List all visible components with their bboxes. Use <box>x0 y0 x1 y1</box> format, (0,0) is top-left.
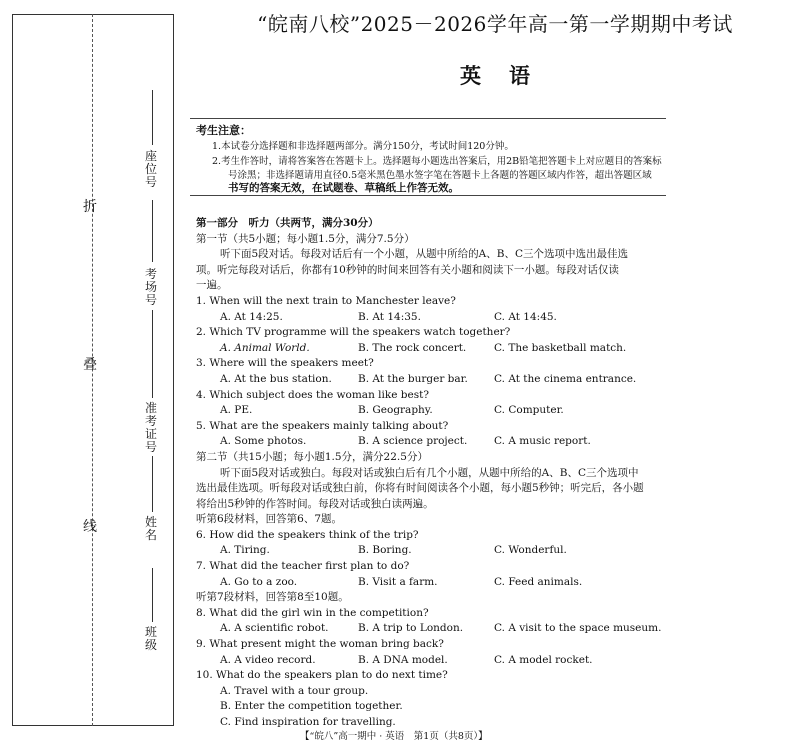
question-7: 7. What did the teacher first plan to do? <box>196 560 410 573</box>
option-c[interactable]: C. At the cinema entrance. <box>494 372 637 385</box>
option-b[interactable]: B. Enter the competition together. <box>220 700 403 713</box>
notice-item-2: 2.考生作答时，请将答案答在答题卡上。选择题每小题选出答案后，用2B铅笔把答题卡上对应题目的答案标 <box>212 156 662 167</box>
listening-part <box>196 216 666 731</box>
field-class: 班级 <box>144 625 157 652</box>
option-c[interactable]: C. Wonderful. <box>494 544 567 557</box>
section2-heading: 第二节（共15小题；每小题1.5分，满分22.5分） <box>196 450 428 463</box>
fold-char-3: 线 <box>83 519 97 535</box>
option-c[interactable]: C. A visit to the space museum. <box>494 622 662 635</box>
section1-instruction-3: 一遍。 <box>196 279 228 292</box>
option-b[interactable]: B. A DNA model. <box>358 653 448 666</box>
question-1-options <box>196 310 666 326</box>
question-10: 10. What do the speakers plan to do next time? <box>196 669 448 682</box>
name-line[interactable] <box>152 456 153 512</box>
section1-instruction-1: 听下面5段对话。每段对话后有一个小题，从题中所给的A、B、C三个选项中选出最佳选 <box>220 248 629 261</box>
question-2-options <box>196 341 666 357</box>
section1-heading: 第一节（共5小题；每小题1.5分，满分7.5分） <box>196 232 415 245</box>
option-c[interactable]: C. The basketball match. <box>494 341 627 354</box>
option-a[interactable]: A. Travel with a tour group. <box>220 684 369 697</box>
exam-id-line[interactable] <box>152 310 153 398</box>
question-5-options <box>196 434 666 450</box>
page-footer: 【“皖八”高一期中 · 英语 第1页（共8页）】 <box>300 731 488 742</box>
option-b[interactable]: B. A trip to London. <box>358 622 464 635</box>
question-3-options <box>196 372 666 388</box>
exam-room-line[interactable] <box>152 200 153 262</box>
question-4-options <box>196 403 666 419</box>
question-5: 5. What are the speakers mainly talking about? <box>196 419 449 432</box>
question-2: 2. Which TV programme will the speakers watch together? <box>196 326 511 339</box>
section2-instruction-1: 听下面5段对话或独白。每段对话或独白后有几个小题，从题中所给的A、B、C三个选项中 <box>220 466 639 479</box>
field-exam-room: 考场号 <box>144 267 157 307</box>
option-a[interactable]: A. PE. <box>220 404 253 417</box>
subject-title: 英语 <box>460 64 558 88</box>
option-a[interactable]: A. Go to a zoo. <box>220 575 298 588</box>
part1-heading: 第一部分 听力（共两节，满分30分） <box>196 217 379 229</box>
exam-title: “皖南八校”2025－2026学年高一第一学期期中考试 <box>257 12 733 36</box>
option-b[interactable]: B. Visit a farm. <box>358 575 438 588</box>
fold-char-1: 折 <box>83 199 97 215</box>
question-6-options <box>196 543 666 559</box>
question-8-options <box>196 621 666 637</box>
question-4: 4. Which subject does the woman like best? <box>196 388 429 401</box>
class-line[interactable] <box>152 568 153 622</box>
option-a[interactable]: A. Animal World. <box>220 341 310 354</box>
option-a[interactable]: A. At the bus station. <box>220 372 332 385</box>
question-9: 9. What present might the woman bring back? <box>196 638 444 651</box>
option-b[interactable]: B. A science project. <box>358 435 468 448</box>
option-c[interactable]: C. Find inspiration for travelling. <box>220 716 396 728</box>
question-9-options <box>196 653 666 669</box>
field-seat-number: 座位号 <box>144 149 157 189</box>
option-a[interactable]: A. A scientific robot. <box>220 622 329 635</box>
seat-number-line[interactable] <box>152 90 153 145</box>
option-c[interactable]: C. Feed animals. <box>494 575 583 588</box>
material-6-heading: 听第6段材料，回答第6、7题。 <box>196 513 343 526</box>
question-7-options <box>196 575 666 591</box>
option-c[interactable]: C. Computer. <box>494 404 564 417</box>
option-a[interactable]: A. At 14:25. <box>220 310 283 323</box>
option-a[interactable]: A. A video record. <box>220 653 316 666</box>
question-1: 1. When will the next train to Manchester leave? <box>196 294 456 307</box>
option-b[interactable]: B. At 14:35. <box>358 310 421 323</box>
notice-item-2-bold: 书写的答案无效，在试题卷、草稿纸上作答无效。 <box>228 182 459 194</box>
field-name: 姓名 <box>144 515 157 542</box>
material-7-heading: 听第7段材料，回答第8至10题。 <box>196 591 349 604</box>
fold-char-2: 叠 <box>83 357 97 373</box>
option-c[interactable]: C. A model rocket. <box>494 653 593 666</box>
option-a[interactable]: A. Some photos. <box>220 435 307 448</box>
notice-item-1: 1.本试卷分选择题和非选择题两部分。满分150分，考试时间120分钟。 <box>212 141 514 152</box>
section2-instruction-2: 选出最佳选项。听每段对话或独白前，你将有时间阅读各个小题，每小题5秒钟；听完后，各小题 <box>196 482 644 495</box>
option-b[interactable]: B. Geography. <box>358 404 433 417</box>
option-c[interactable]: C. At 14:45. <box>494 310 557 323</box>
question-6: 6. How did the speakers think of the trip? <box>196 528 419 541</box>
option-b[interactable]: B. At the burger bar. <box>358 372 468 385</box>
section2-instruction-3: 将给出5秒钟的作答时间。每段对话或独白读两遍。 <box>196 497 434 510</box>
option-c[interactable]: C. A music report. <box>494 435 591 448</box>
question-8: 8. What did the girl win in the competition? <box>196 606 429 619</box>
notice-heading: 考生注意： <box>196 124 251 137</box>
option-b[interactable]: B. Boring. <box>358 544 412 557</box>
section1-instruction-2: 项。听完每段对话后，你都有10秒钟的时间来回答有关小题和阅读下一小题。每段对话仅读 <box>196 263 619 276</box>
field-exam-id: 准考证号 <box>144 401 157 454</box>
question-3: 3. Where will the speakers meet? <box>196 357 374 370</box>
option-a[interactable]: A. Tiring. <box>220 544 270 557</box>
option-b[interactable]: B. The rock concert. <box>358 341 467 354</box>
notice-item-2-cont: 号涂黑；非选择题请用直径0.5毫米黑色墨水签字笔在答题卡上各题的答题区域内作答，超出答题区域 <box>228 170 652 181</box>
